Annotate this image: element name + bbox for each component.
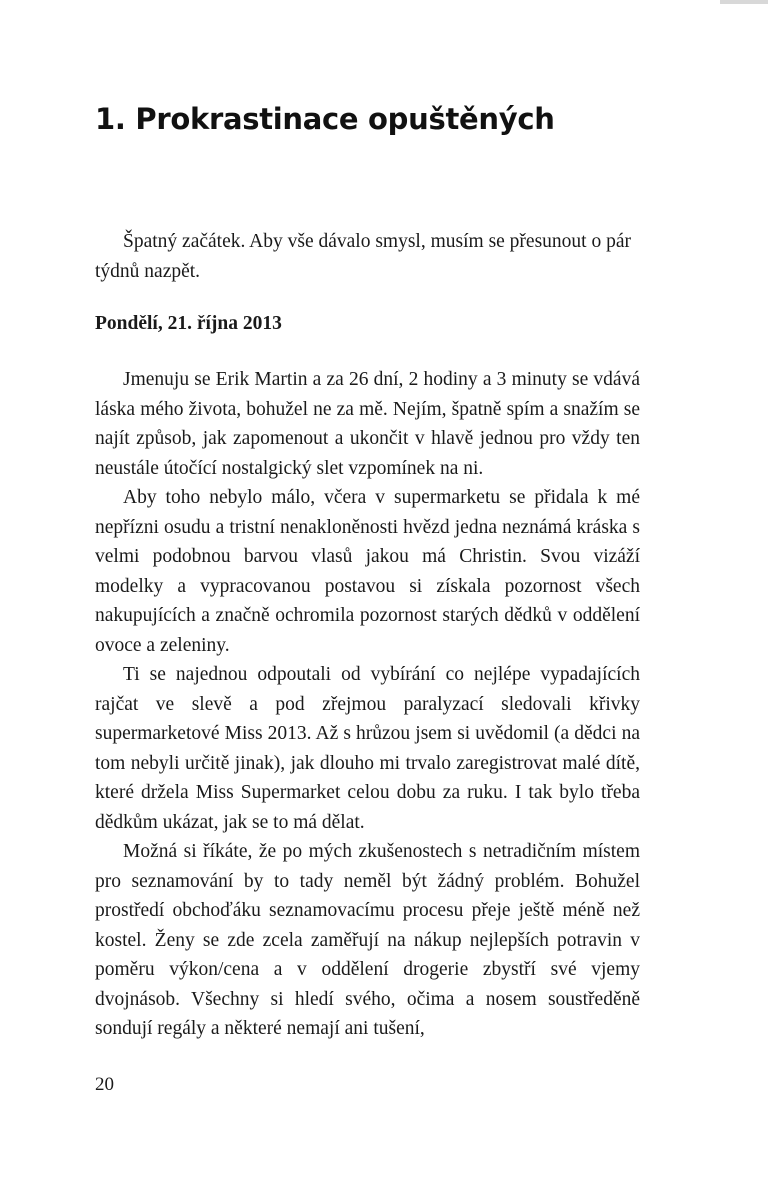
entry-date-heading: Pondělí, 21. října 2013 bbox=[95, 313, 282, 334]
page-number: 20 bbox=[95, 1074, 114, 1095]
chapter-title: 1. Prokrastinace opuštěných bbox=[95, 102, 555, 136]
paragraph-4: Možná si říkáte, že po mých zkušenostech s netradičním místem pro seznamování by to tady neměl být žádný problém. Bohužel prostředí obchoďáku seznamovacímu procesu přeje ještě méně než kostel. Ženy se zde zcela zaměřují na nákup nejlepších potravin v poměru výkon/cena a v oddělení drogerie zbystří své vjemy dvojnásob. Všechny si hledí svého, očima a nosem soustředěně sondují regály a některé nemají ani tušení, bbox=[95, 841, 640, 1039]
page-corner-mark bbox=[720, 0, 768, 4]
chapter-intro: Špatný začátek. Aby vše dávalo smysl, musím se přesunout o pár týdnů nazpět. bbox=[95, 231, 631, 282]
paragraph-2: Aby toho nebylo málo, včera v supermarketu se přidala k mé nepřízni osudu a tristní nenakloněnosti hvězd jedna neznámá kráska s velmi podobnou barvou vlasů jakou má Christin. Svou vizáží modelky a vypracovanou postavou si získala pozornost všech nakupujících a značně ochromila pozornost starých dědků v oddělení ovoce a zeleniny. bbox=[95, 487, 640, 656]
paragraph-3: Ti se najednou odpoutali od vybírání co nejlépe vypadajících rajčat ve slevě a pod zřejmou paralyzací sledovali křivky supermarketové Miss 2013. Až s hrůzou jsem si uvědomil (a dědci na tom nebyli určitě jinak), jak dlouho mi trvalo zaregistrovat malé dítě, které držela Miss Supermarket celou dobu za ruku. I tak bylo třeba dědkům ukázat, jak se to má dělat. bbox=[95, 664, 640, 833]
paragraph-1: Jmenuju se Erik Martin a za 26 dní, 2 hodiny a 3 minuty se vdává láska mého života, bohužel ne za mě. Nejím, špatně spím a snažím se najít způsob, jak zapomenout a ukončit v hlavě jednou pro vždy ten neustále útočící nostalgický slet vzpomínek na ni. bbox=[95, 369, 640, 479]
entry-body bbox=[95, 365, 640, 1044]
